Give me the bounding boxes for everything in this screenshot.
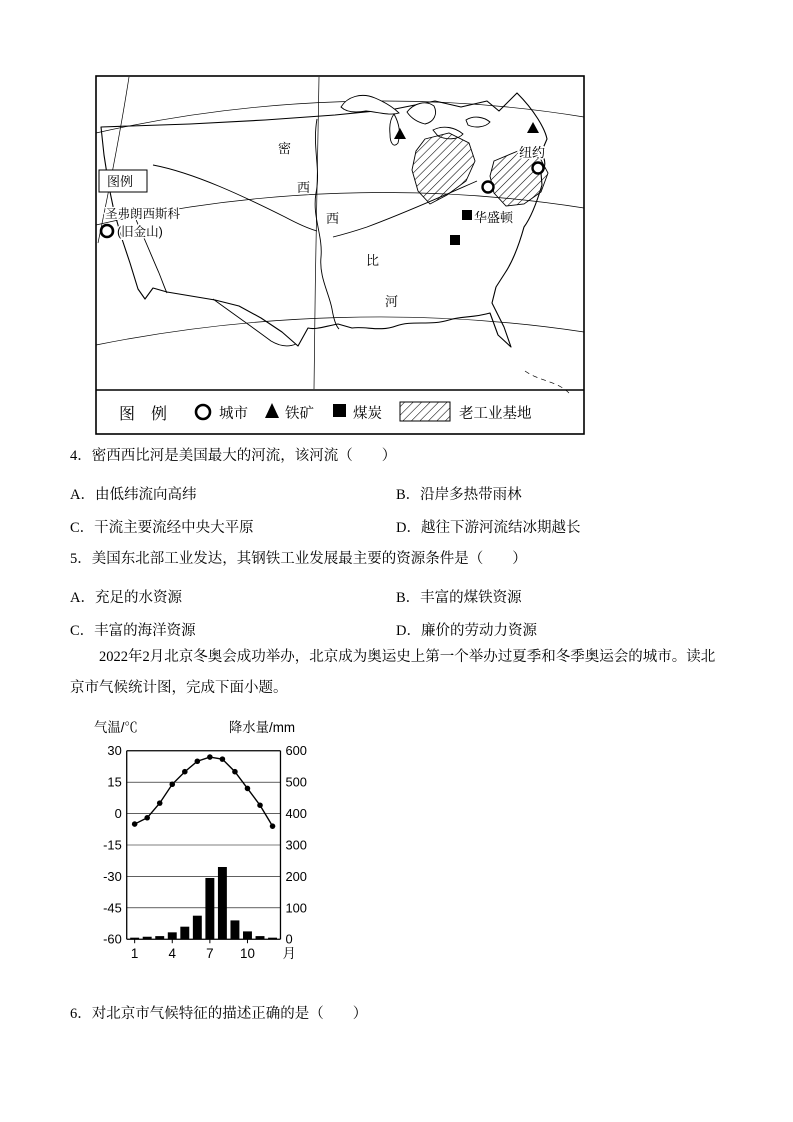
question-5-options bbox=[70, 587, 728, 642]
legend-coal-label: 煤炭 bbox=[353, 406, 382, 422]
label-washington: 华盛顿 bbox=[474, 210, 514, 225]
question-4 bbox=[70, 445, 728, 539]
x-axis-tick: 7 bbox=[206, 946, 214, 962]
x-axis-unit: 月 bbox=[282, 946, 296, 962]
label-san-francisco-alt: (旧金山) bbox=[117, 225, 163, 239]
river-char: 密 bbox=[278, 141, 292, 156]
temp-point bbox=[132, 821, 138, 827]
city-marker-new-york bbox=[533, 163, 544, 174]
temp-point bbox=[232, 769, 238, 775]
us-map-figure bbox=[95, 75, 585, 435]
question-5-option-c: C．丰富的海洋资源 bbox=[70, 623, 196, 639]
precip-bar bbox=[218, 867, 227, 939]
temp-point bbox=[220, 756, 226, 762]
coal-marker bbox=[462, 210, 472, 220]
map-inner-legend-label: 图例 bbox=[107, 174, 134, 189]
temp-point bbox=[195, 758, 201, 764]
old-industrial-areas bbox=[412, 133, 548, 206]
us-map-svg bbox=[95, 75, 585, 435]
question-5 bbox=[70, 548, 728, 642]
temp-point bbox=[207, 754, 213, 760]
map-inner-legend-box bbox=[99, 170, 147, 192]
left-axis-tick: -60 bbox=[103, 931, 122, 947]
temp-point bbox=[270, 823, 276, 829]
legend-iron-icon bbox=[265, 403, 279, 418]
x-axis-tick: 4 bbox=[168, 946, 176, 962]
left-axis-title: 气温/℃ bbox=[93, 719, 138, 735]
river-char: 河 bbox=[385, 294, 399, 309]
question-5-stem: 5．美国东北部工业发达，其钢铁工业发展最主要的资源条件是（ ） bbox=[70, 551, 527, 567]
left-axis-tick: -30 bbox=[103, 868, 122, 884]
climate-chart-svg bbox=[92, 716, 340, 976]
precip-bar bbox=[193, 916, 202, 940]
passage: 2022年2月北京冬奥会成功举办，北京成为奥运史上第一个举办过夏季和冬季奥运会的城市。读北京市气候统计图，完成下面小题。 bbox=[70, 649, 716, 696]
question-5-option-a: A．充足的水资源 bbox=[70, 590, 182, 606]
precip-bar bbox=[268, 938, 277, 940]
iron-marker bbox=[527, 122, 539, 133]
temp-line bbox=[135, 757, 273, 826]
temp-point bbox=[245, 786, 251, 792]
precip-bar bbox=[243, 931, 252, 939]
question-4-option-d: D．越往下游河流结冰期越长 bbox=[396, 520, 581, 536]
river-char: 比 bbox=[366, 253, 380, 268]
question-4-stem: 4．密西西比河是美国最大的河流，该河流（ ） bbox=[70, 448, 397, 464]
legend-city-label: 城市 bbox=[219, 406, 248, 422]
right-axis-tick: 300 bbox=[285, 837, 307, 853]
legend-industrial-icon bbox=[400, 402, 450, 421]
map-frame bbox=[96, 76, 584, 434]
label-san-francisco: 圣弗朗西斯科 bbox=[105, 207, 181, 221]
precip-bar bbox=[130, 938, 139, 940]
precip-bar bbox=[143, 937, 152, 940]
precip-bar bbox=[168, 932, 177, 939]
great-lakes bbox=[341, 95, 490, 145]
question-4-option-b: B．沿岸多热带雨林 bbox=[396, 487, 522, 503]
left-axis-tick: 30 bbox=[107, 743, 122, 759]
temp-point bbox=[169, 781, 175, 787]
temp-point bbox=[182, 769, 188, 775]
precip-bar bbox=[205, 878, 214, 939]
right-axis-tick: 500 bbox=[285, 774, 307, 790]
river-char: 西 bbox=[326, 211, 340, 226]
beijing-climate-chart bbox=[92, 716, 342, 978]
question-6-stem: 6．对北京市气候特征的描述正确的是（ ） bbox=[70, 1006, 368, 1022]
question-5-option-d: D．廉价的劳动力资源 bbox=[396, 623, 537, 639]
city-marker-san-francisco bbox=[101, 225, 113, 237]
question-4-options bbox=[70, 484, 728, 539]
precip-bar bbox=[230, 920, 239, 939]
map-legend bbox=[119, 402, 532, 423]
legend-coal-icon bbox=[333, 404, 346, 417]
right-axis-tick: 200 bbox=[285, 868, 307, 884]
city-marker-washington bbox=[483, 182, 494, 193]
right-axis-tick: 0 bbox=[285, 931, 293, 947]
right-axis-title: 降水量/mm bbox=[228, 719, 296, 735]
legend-iron-label: 铁矿 bbox=[285, 406, 314, 422]
temp-point bbox=[144, 815, 150, 821]
left-axis-tick: 0 bbox=[114, 806, 122, 822]
river-char: 西 bbox=[297, 180, 311, 195]
coal-marker bbox=[450, 235, 460, 245]
temp-point bbox=[157, 800, 163, 806]
x-axis-tick: 10 bbox=[240, 946, 255, 962]
precip-bar bbox=[256, 936, 265, 939]
right-axis-tick: 100 bbox=[285, 900, 307, 916]
x-axis-tick: 1 bbox=[130, 946, 139, 962]
precip-bar bbox=[155, 936, 164, 939]
left-axis-tick: 15 bbox=[107, 774, 122, 790]
left-axis-tick: -15 bbox=[103, 837, 122, 853]
precip-bar bbox=[180, 927, 189, 940]
temp-point bbox=[257, 802, 263, 808]
label-new-york: 纽约 bbox=[519, 145, 546, 160]
map-place-labels bbox=[105, 141, 545, 309]
legend-industrial-label: 老工业基地 bbox=[459, 406, 532, 422]
question-4-option-c: C．干流主要流经中央大平原 bbox=[70, 520, 254, 536]
legend-city-icon bbox=[196, 405, 210, 419]
legend-title: 图 例 bbox=[119, 406, 168, 423]
question-5-option-b: B．丰富的煤铁资源 bbox=[396, 590, 522, 606]
right-axis-tick: 400 bbox=[285, 806, 307, 822]
right-axis-tick: 600 bbox=[285, 743, 307, 759]
left-axis-tick: -45 bbox=[103, 900, 122, 916]
question-4-option-a: A．由低纬流向高纬 bbox=[70, 487, 197, 503]
